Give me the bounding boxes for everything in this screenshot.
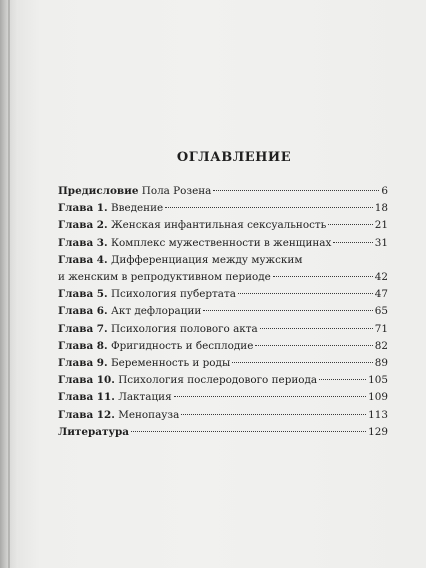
entry-text: Введение — [107, 202, 164, 215]
toc-entry — [58, 183, 388, 200]
leader-dots — [255, 345, 372, 346]
toc-entry — [58, 286, 388, 303]
entry-prefix: Глава 12. — [58, 408, 115, 421]
entry-label — [58, 321, 258, 338]
entry-label — [58, 407, 179, 424]
entry-text: Дифференциация между мужским — [107, 253, 303, 266]
entry-text: Акт дефлорации — [107, 305, 202, 318]
entry-page-number: 31 — [374, 236, 388, 249]
entry-text: Беременность и роды — [107, 357, 231, 370]
entry-page-number: 18 — [374, 202, 388, 215]
entry-text: Психология полового акта — [107, 322, 258, 335]
entry-text: Пола Розена — [138, 185, 212, 197]
toc-entry — [58, 235, 388, 252]
entry-page-number: 89 — [374, 357, 388, 370]
toc-entry — [58, 252, 388, 286]
leader-dots — [273, 276, 373, 277]
toc-entry — [58, 389, 388, 406]
entry-text: Комплекс мужественности в женщинах — [107, 236, 332, 249]
page-fold-line — [8, 0, 10, 568]
entry-prefix: Глава 11. — [58, 391, 115, 404]
entry-label — [58, 303, 201, 320]
toc-entry — [58, 407, 388, 424]
entry-page-number: 21 — [374, 219, 388, 232]
entry-label — [58, 252, 388, 269]
entry-page-number: 129 — [368, 425, 388, 438]
entry-prefix: Глава 2. — [58, 219, 108, 232]
entry-page-number: 65 — [374, 305, 388, 318]
toc-entry — [58, 303, 388, 320]
entry-label — [58, 200, 163, 217]
entry-prefix: Предисловие — [58, 185, 139, 197]
entry-prefix: Глава 4. — [58, 253, 108, 266]
entry-page-number: 6 — [381, 185, 388, 197]
entry-page-number: 71 — [374, 322, 388, 335]
entry-page-number: 42 — [374, 271, 388, 284]
entry-prefix: Глава 5. — [58, 288, 108, 301]
entry-prefix: Глава 6. — [58, 305, 108, 318]
entry-page-number: 113 — [368, 408, 388, 421]
toc-entry — [58, 424, 388, 441]
toc-entry — [58, 355, 388, 372]
toc-entry — [58, 200, 388, 217]
entry-page-number: 82 — [374, 339, 388, 352]
entry-page-number: 47 — [374, 288, 388, 301]
leader-dots — [165, 207, 373, 208]
leader-dots — [174, 396, 366, 397]
entry-prefix: Литература — [58, 425, 130, 438]
leader-dots — [203, 310, 372, 311]
leader-dots — [181, 414, 366, 415]
entry-label — [58, 286, 236, 303]
leader-dots — [328, 224, 372, 225]
entry-continuation — [58, 269, 388, 286]
leader-dots — [319, 379, 366, 380]
table-of-contents — [58, 150, 388, 441]
toc-entry — [58, 217, 388, 234]
entry-label — [58, 372, 317, 389]
entry-text: Психология послеродового периода — [114, 374, 318, 387]
entry-text-line2: и женским в репродуктивном периоде — [58, 271, 271, 284]
entry-label — [58, 355, 230, 372]
entry-label — [58, 235, 331, 252]
entry-label — [58, 217, 326, 234]
entry-label — [58, 389, 172, 406]
entry-prefix: Глава 8. — [58, 339, 108, 352]
leader-dots — [260, 328, 373, 329]
entry-prefix: Глава 7. — [58, 322, 108, 335]
entry-prefix: Глава 10. — [58, 374, 115, 387]
entry-prefix: Глава 3. — [58, 236, 108, 249]
leader-dots — [232, 362, 373, 363]
entry-page-number: 105 — [368, 374, 388, 387]
entry-label — [58, 424, 129, 441]
entry-label — [58, 338, 253, 355]
toc-entry — [58, 321, 388, 338]
entry-label — [58, 183, 211, 200]
entry-prefix: Глава 9. — [58, 357, 108, 370]
entry-text: Менопауза — [114, 408, 180, 421]
leader-dots — [131, 431, 366, 432]
leader-dots — [333, 242, 372, 243]
entry-text: Психология пубертата — [107, 288, 236, 301]
leader-dots — [238, 293, 373, 294]
leader-dots — [213, 190, 379, 191]
entry-page-number: 109 — [368, 391, 388, 404]
entry-text: Лактация — [114, 391, 172, 404]
entry-text: Женская инфантильная сексуальность — [107, 219, 327, 232]
entry-text: Фригидность и бесплодие — [107, 339, 254, 352]
toc-entry — [58, 372, 388, 389]
toc-title: ОГЛАВЛЕНИЕ — [176, 150, 292, 165]
entry-prefix: Глава 1. — [58, 202, 108, 215]
toc-entry — [58, 338, 388, 355]
